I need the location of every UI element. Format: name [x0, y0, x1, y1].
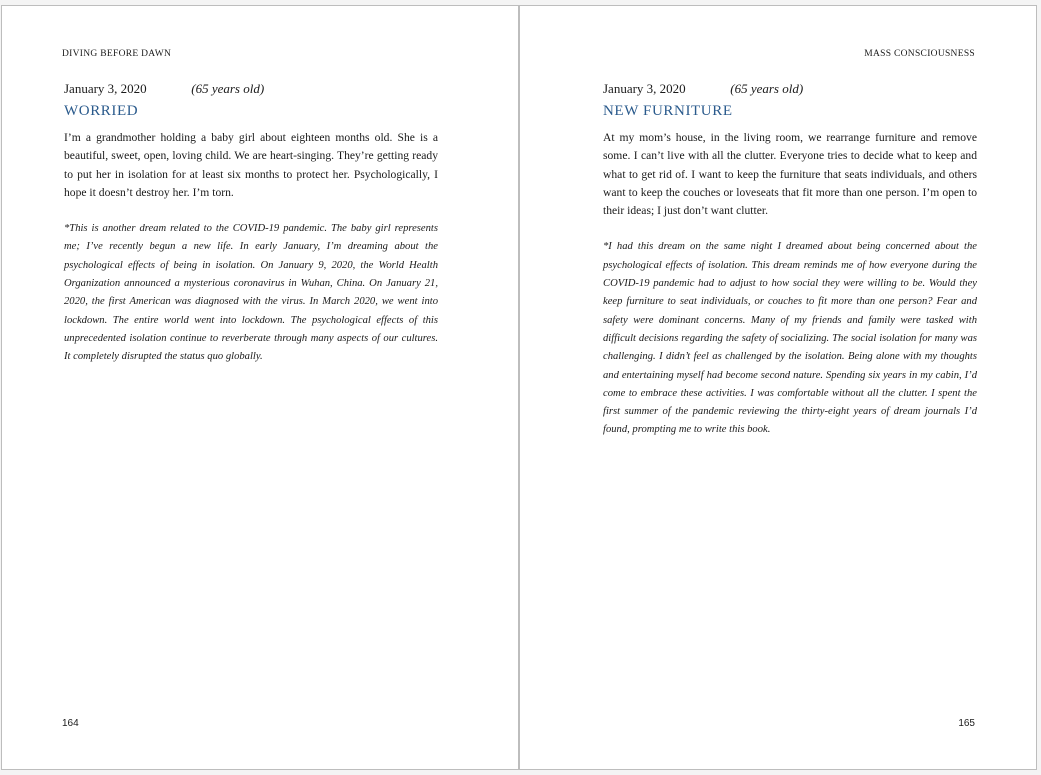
entry-title-worried: WORRIED — [64, 103, 139, 119]
commentary-right: *I had this dream on the same night I dreamed about being concerned about the psychological effects of isolation. This dream reminds me of how everyone during the COVID-19 pandemic had to adjust to how social they were willing to be. Would they keep furniture to seat individuals, or couches to fit more than one person? Fear and safety were dominant concerns. Many of my friends and family were tasked with difficult decisions regarding the safety of socializing. The social isolation for many was challenging. I didn’t feel as challenged by the isolation. Being alone with my thoughts and entertaining myself had become second nature. Spending six years in my cabin, I’d come to embrace these activities. I was comfortable without all the clutter. I spent the first summer of the pandemic reviewing the thirty-eight years of dream journals I’d found, prompting me to write this book. — [603, 241, 977, 436]
entry-age: (65 years old) — [730, 81, 804, 96]
entry-title-new-furniture: NEW FURNITURE — [603, 103, 733, 119]
right-page — [519, 5, 1037, 770]
commentary-left: *This is another dream related to the COVID-19 pandemic. The baby girl represents me; I’ve recently begun a new life. In early January, I’m dreaming about the psychological effects of being in isolation. On January 9, 2020, the World Health Organization announced a mysterious coronavirus in Wuhan, China. On January 21, 2020, the first American was diagnosed with the virus. In March 2020, we went into lockdown. The entire world went into lockdown. The psychological effects of this unprecedented isolation continue to reverberate through many aspects of our cultures. It completely disrupted the status quo globally. — [64, 223, 438, 363]
book-spread — [1, 5, 1037, 770]
left-page — [1, 5, 519, 770]
entry-date: January 3, 2020 — [603, 81, 686, 96]
right-page-content — [603, 81, 977, 440]
dateline-left — [64, 81, 438, 99]
page-number-right: 165 — [958, 718, 975, 729]
page-number-left: 164 — [62, 718, 79, 729]
dream-text-left: I’m a grandmother holding a baby girl about eighteen months old. She is a beautiful, sweet, open, loving child. We are heart-singing. They’re getting ready to put her in isolation for at least six months to protect her. Psychologically, I hope it doesn’t destroy her. I’m torn. — [64, 131, 438, 199]
dream-text-right: At my mom’s house, in the living room, we rearrange furniture and remove some. I can’t live with all the clutter. Everyone tries to decide what to keep and what to get rid of. I want to keep the furniture that seats individuals, and others want to keep the couches or loveseats that fit more than one person. I’m open to their ideas; I just don’t want clutter. — [603, 131, 977, 218]
left-page-content — [64, 81, 438, 367]
running-head-right: MASS CONSCIOUSNESS — [864, 49, 975, 59]
running-head-left: DIVING BEFORE DAWN — [62, 49, 172, 59]
dateline-right — [603, 81, 977, 99]
entry-date: January 3, 2020 — [64, 81, 147, 96]
entry-age: (65 years old) — [191, 81, 265, 96]
